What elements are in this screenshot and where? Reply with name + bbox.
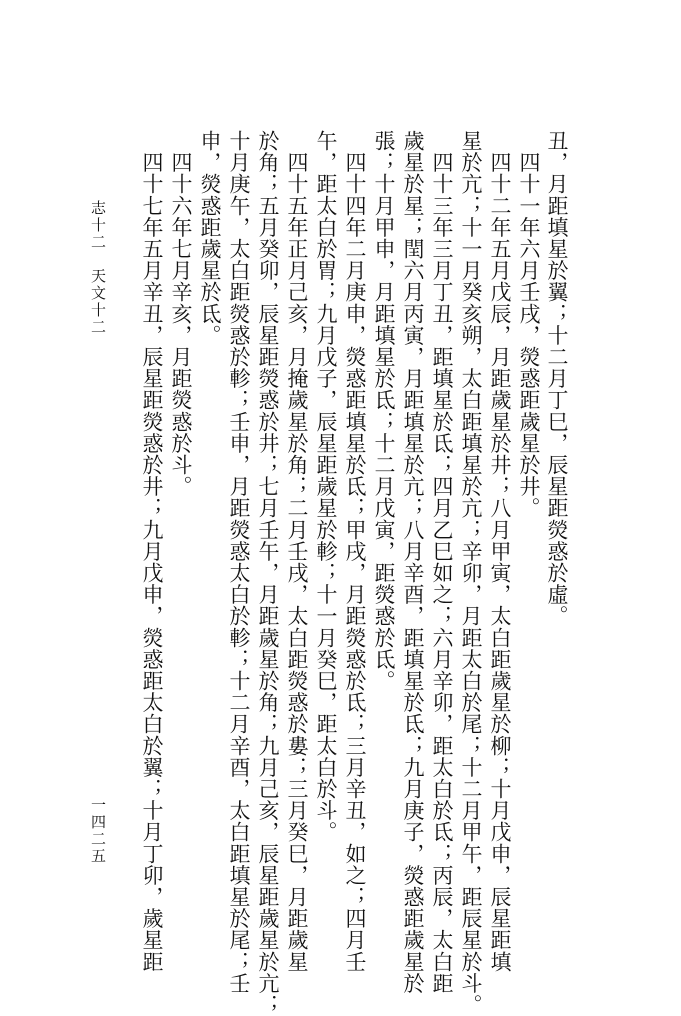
- text-column-12: 十月庚午，太白距熒惑於軫；壬申，月距熒惑太白於軫；十二月辛酉，太白距填星於尾；壬: [227, 130, 251, 994]
- text-column-6: 歲星於星；閏六月丙寅，月距填星於亢；八月辛酉，距填星於氐；九月庚子，熒惑距歲星於: [401, 130, 425, 994]
- text-column-2: 四十一年六月壬戌，熒惑距歲星於井。: [517, 130, 541, 519]
- running-title: 志十二 天文十二: [89, 200, 107, 336]
- text-column-3: 四十二年五月戊辰，月距歲星於井；八月甲寅，太白距歲星於柳；十月戊申，辰星距填: [488, 130, 512, 973]
- text-column-13: 申，熒惑距歲星於氐。: [198, 130, 222, 346]
- text-column-1: 丑，月距填星於翼；十二月丁巳，辰星距熒惑於虛。: [545, 130, 569, 627]
- text-column-8: 四十四年二月庚申，熒惑距填星於氐；甲戌，月距熒惑於氐；三月辛丑，如之；四月壬: [343, 130, 367, 973]
- text-column-11: 於角；五月癸卯，辰星距熒惑於井；七月壬午，月距歲星於角；九月己亥，辰星距歲星於亢；: [256, 130, 280, 1016]
- text-column-14: 四十六年七月辛亥，月距熒惑於斗。: [169, 130, 193, 498]
- page-number: 一四二五: [89, 797, 107, 865]
- text-column-7: 張；十月甲申，月距填星於氐；十二月戊寅，距熒惑於氐。: [372, 130, 396, 692]
- text-column-4: 星於亢；十一月癸亥朔，太白距填星於亢；辛卯，月距太白於尾；十二月甲午，距辰星於斗。: [459, 130, 483, 1016]
- text-column-5: 四十三年三月丁丑，距填星於氐；四月乙巳如之；六月辛卯，距太白於氐；丙辰，太白距: [430, 130, 454, 994]
- text-column-9: 午，距太白於胃；九月戊子，辰星距歲星於軫；十一月癸巳，距太白於斗。: [314, 130, 338, 843]
- text-column-10: 四十五年正月己亥，月掩歲星於角；二月壬戌，太白距熒惑於婁；三月癸巳，月距歲星: [285, 130, 309, 973]
- text-column-15: 四十七年五月辛丑，辰星距熒惑於井；九月戊申，熒惑距太白於翼；十月丁卯，歲星距: [140, 130, 164, 973]
